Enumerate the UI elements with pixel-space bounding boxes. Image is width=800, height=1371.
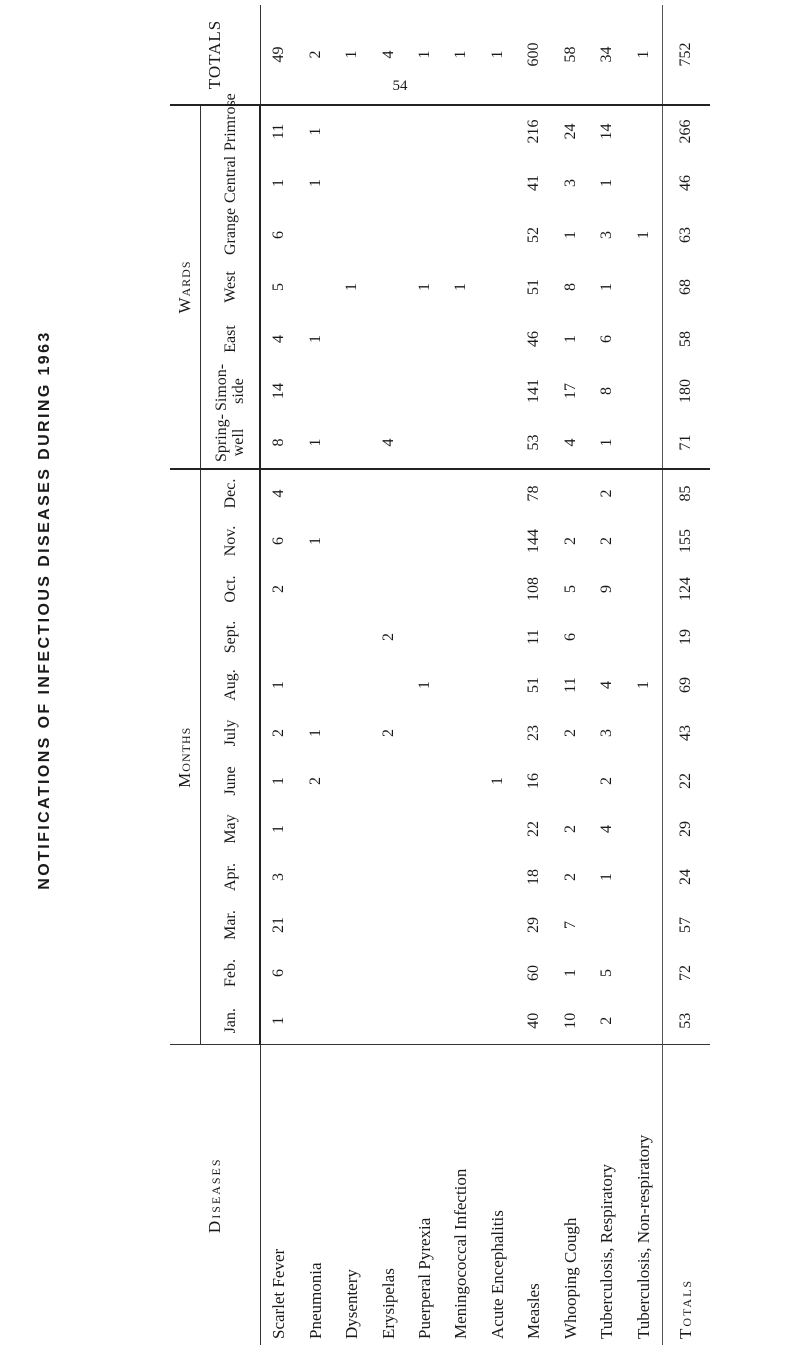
month-count: 10 <box>561 1012 579 1029</box>
month-count: 2 <box>598 1016 616 1025</box>
month-count <box>334 709 370 757</box>
ward-count: 1 <box>298 417 334 469</box>
month-count <box>298 565 334 613</box>
month-count <box>480 709 516 757</box>
month-count <box>443 469 479 517</box>
month-count: 4 <box>270 489 288 498</box>
month-count <box>334 805 370 853</box>
ward-count: 1 <box>598 179 616 187</box>
month-count <box>370 949 406 997</box>
ward-count: 4 <box>370 417 406 469</box>
month-count <box>334 997 370 1045</box>
ward-count: 11 <box>270 123 288 140</box>
ward-count <box>480 105 516 157</box>
disease-name: Puerperal Pyrexia <box>407 1045 443 1345</box>
month-count <box>480 901 516 949</box>
ward-count: 1 <box>452 283 470 291</box>
month-count <box>334 565 370 613</box>
month-count <box>625 997 662 1045</box>
table-row <box>370 5 406 1345</box>
month-count: 1 <box>306 729 324 737</box>
month-count: 1 <box>634 681 652 689</box>
month-count: 108 <box>525 577 543 601</box>
ward-count <box>298 261 334 313</box>
ward-count: 6 <box>598 335 616 343</box>
ward-count: 41 <box>525 175 543 191</box>
month-count: 2 <box>561 825 579 833</box>
row-total: 58 <box>553 5 589 105</box>
month-header: Sept. <box>201 613 261 661</box>
ward-count: 52 <box>525 227 543 243</box>
month-count <box>443 853 479 901</box>
month-count <box>443 997 479 1045</box>
month-total: 72 <box>662 949 710 997</box>
month-count <box>298 613 334 661</box>
ward-count <box>443 105 479 157</box>
month-count <box>298 661 334 709</box>
month-count: 2 <box>561 729 579 737</box>
totals-label: Totals <box>662 1045 710 1345</box>
ward-header: East <box>201 313 261 365</box>
month-count: 1 <box>270 681 288 689</box>
month-count <box>407 565 443 613</box>
month-total: 43 <box>662 709 710 757</box>
table-row <box>625 5 662 1345</box>
month-count <box>334 757 370 805</box>
ward-count: 1 <box>416 283 434 291</box>
month-count: 23 <box>525 725 543 741</box>
month-count <box>370 805 406 853</box>
ward-count <box>334 313 370 365</box>
month-count <box>625 853 662 901</box>
month-count: 4 <box>598 825 616 833</box>
diseases-header: Diseases <box>170 1045 260 1345</box>
ward-count: 17 <box>561 383 579 399</box>
month-count: 6 <box>270 969 288 977</box>
month-count <box>480 613 516 661</box>
month-count: 51 <box>525 677 543 693</box>
month-count: 2 <box>598 537 616 545</box>
month-count <box>407 901 443 949</box>
ward-header: Spring-well <box>201 417 261 469</box>
month-count: 1 <box>270 1016 288 1025</box>
ward-count <box>370 365 406 417</box>
ward-count: 1 <box>343 283 361 291</box>
month-count <box>407 469 443 517</box>
month-count: 11 <box>561 677 579 693</box>
ward-count <box>298 365 334 417</box>
table-row <box>553 5 589 1345</box>
ward-count <box>407 157 443 209</box>
month-count <box>298 469 334 517</box>
month-header: May <box>201 805 261 853</box>
month-count <box>625 805 662 853</box>
table-row <box>480 5 516 1345</box>
month-count: 1 <box>270 825 288 833</box>
ward-count: 1 <box>561 231 579 239</box>
month-count: 6 <box>270 537 288 545</box>
ward-count <box>334 365 370 417</box>
page-number: 54 <box>392 78 408 94</box>
month-count: 29 <box>525 917 543 933</box>
month-count: 5 <box>561 585 579 593</box>
ward-count <box>625 261 662 313</box>
ward-count <box>625 365 662 417</box>
month-count <box>480 853 516 901</box>
ward-count <box>407 209 443 261</box>
ward-count <box>407 313 443 365</box>
ward-header: West <box>201 261 261 313</box>
month-count <box>443 613 479 661</box>
ward-total: 71 <box>662 417 710 469</box>
ward-count <box>370 209 406 261</box>
month-count: 144 <box>525 529 543 553</box>
month-count <box>370 997 406 1045</box>
ward-count <box>334 417 370 469</box>
disease-name: Dysentery <box>334 1045 370 1345</box>
month-count <box>443 661 479 709</box>
month-count <box>443 517 479 565</box>
table-row <box>516 5 552 1345</box>
ward-header: Simon-side <box>201 365 261 417</box>
month-count: 22 <box>525 821 543 837</box>
month-count <box>334 517 370 565</box>
month-count <box>625 949 662 997</box>
month-count <box>334 949 370 997</box>
month-header: Dec. <box>201 469 261 517</box>
month-count <box>370 565 406 613</box>
month-count <box>480 805 516 853</box>
ward-count <box>443 417 479 469</box>
ward-count <box>443 209 479 261</box>
table-row <box>589 5 625 1345</box>
ward-header: Primrose <box>201 105 261 157</box>
month-count: 16 <box>525 773 543 789</box>
disease-name: Pneumonia <box>298 1045 334 1345</box>
ward-count: 141 <box>525 379 543 403</box>
row-total: 1 <box>334 5 370 105</box>
ward-count: 6 <box>270 231 288 239</box>
month-count: 1 <box>306 537 324 545</box>
month-count <box>298 949 334 997</box>
month-count: 2 <box>270 585 288 593</box>
ward-count: 4 <box>270 335 288 343</box>
month-header: Apr. <box>201 853 261 901</box>
month-count <box>260 613 298 661</box>
month-count <box>407 613 443 661</box>
totals-row <box>662 5 710 1345</box>
month-count: 6 <box>561 633 579 641</box>
ward-count: 14 <box>598 123 616 140</box>
month-total: 155 <box>662 517 710 565</box>
row-total: 4 <box>370 5 406 105</box>
ward-count: 3 <box>561 179 579 187</box>
ward-count: 1 <box>306 335 324 343</box>
ward-count <box>407 365 443 417</box>
table-row <box>407 5 443 1345</box>
month-count <box>334 661 370 709</box>
grand-total: 752 <box>662 5 710 105</box>
row-total: 1 <box>480 5 516 105</box>
row-total: 600 <box>516 5 552 105</box>
month-count <box>407 949 443 997</box>
month-count: 2 <box>306 777 324 785</box>
month-count <box>407 709 443 757</box>
month-count <box>480 517 516 565</box>
disease-name: Meningococcal Infection <box>443 1045 479 1345</box>
table-row <box>260 5 298 1345</box>
month-count <box>480 565 516 613</box>
month-header: June <box>201 757 261 805</box>
month-count <box>334 469 370 517</box>
ward-count: 24 <box>561 123 579 140</box>
month-total: 19 <box>662 613 710 661</box>
ward-count: 8 <box>598 387 616 395</box>
month-total: 24 <box>662 853 710 901</box>
ward-count <box>407 417 443 469</box>
month-count <box>334 901 370 949</box>
month-count: 1 <box>416 681 434 689</box>
month-header: July <box>201 709 261 757</box>
ward-count: 216 <box>525 119 543 144</box>
month-count <box>625 709 662 757</box>
ward-count <box>625 313 662 365</box>
month-count <box>625 469 662 517</box>
ward-count <box>407 105 443 157</box>
month-count <box>298 901 334 949</box>
ward-count <box>480 209 516 261</box>
month-count <box>553 757 589 805</box>
month-count: 18 <box>525 869 543 885</box>
row-total: 34 <box>589 5 625 105</box>
ward-total: 266 <box>662 105 710 157</box>
month-count: 2 <box>561 537 579 545</box>
month-header: Oct. <box>201 565 261 613</box>
row-total: 1 <box>625 5 662 105</box>
ward-count: 1 <box>306 179 324 187</box>
ward-count: 1 <box>589 417 625 469</box>
month-count <box>370 901 406 949</box>
month-count: 2 <box>379 729 397 737</box>
months-group-header: Months <box>170 469 201 1045</box>
month-count <box>625 613 662 661</box>
ward-count <box>480 417 516 469</box>
month-count <box>407 853 443 901</box>
month-total: 29 <box>662 805 710 853</box>
ward-count <box>298 209 334 261</box>
month-count: 1 <box>598 873 616 881</box>
month-count <box>589 901 625 949</box>
ward-count <box>443 365 479 417</box>
ward-count: 46 <box>525 331 543 347</box>
ward-count <box>370 313 406 365</box>
month-count <box>407 997 443 1045</box>
ward-count: 1 <box>634 231 652 239</box>
month-count <box>370 757 406 805</box>
page-title: NOTIFICATIONS OF INFECTIOUS DISEASES DURING 1963 <box>36 330 53 890</box>
month-count <box>370 853 406 901</box>
ward-count <box>370 261 406 313</box>
month-header: Mar. <box>201 901 261 949</box>
ward-count <box>334 209 370 261</box>
month-count: 1 <box>561 969 579 977</box>
ward-total: 180 <box>662 365 710 417</box>
month-count: 2 <box>379 633 397 641</box>
table-row <box>443 5 479 1345</box>
ward-count <box>480 313 516 365</box>
month-count <box>298 853 334 901</box>
month-count <box>334 853 370 901</box>
disease-name: Erysipelas <box>370 1045 406 1345</box>
month-count <box>625 901 662 949</box>
ward-total: 68 <box>662 261 710 313</box>
month-count: 5 <box>598 969 616 977</box>
month-count <box>298 997 334 1045</box>
month-count <box>370 517 406 565</box>
month-count <box>480 949 516 997</box>
ward-count <box>480 365 516 417</box>
month-count: 40 <box>525 1012 543 1029</box>
month-count <box>407 805 443 853</box>
ward-count <box>443 157 479 209</box>
wards-group-header: Wards <box>170 105 201 469</box>
month-total: 57 <box>662 901 710 949</box>
month-count <box>480 661 516 709</box>
month-total: 22 <box>662 757 710 805</box>
disease-name: Tuberculosis, Respiratory <box>589 1045 625 1345</box>
month-count: 4 <box>598 681 616 689</box>
table-body <box>260 5 710 1345</box>
ward-count <box>334 105 370 157</box>
month-header: Nov. <box>201 517 261 565</box>
ward-total: 63 <box>662 209 710 261</box>
month-total: 85 <box>662 469 710 517</box>
ward-count <box>625 105 662 157</box>
ward-count <box>370 105 406 157</box>
disease-name: Acute Encephalitis <box>480 1045 516 1345</box>
month-count: 78 <box>525 485 543 502</box>
ward-count <box>443 313 479 365</box>
row-total: 2 <box>298 5 334 105</box>
ward-total: 58 <box>662 313 710 365</box>
totals-header: TOTALS <box>170 5 260 105</box>
ward-header: Central <box>201 157 261 209</box>
month-count: 7 <box>561 921 579 929</box>
rotated-table-wrapper <box>170 5 710 1345</box>
ward-count: 1 <box>270 179 288 187</box>
ward-count: 1 <box>306 127 324 136</box>
row-total: 1 <box>407 5 443 105</box>
row-total: 49 <box>260 5 298 105</box>
ward-count <box>625 157 662 209</box>
month-count <box>443 805 479 853</box>
month-count <box>553 469 589 517</box>
month-count <box>334 613 370 661</box>
ward-count: 1 <box>598 283 616 291</box>
month-count <box>443 565 479 613</box>
month-header: Aug. <box>201 661 261 709</box>
month-count <box>370 661 406 709</box>
month-total: 124 <box>662 565 710 613</box>
month-count: 11 <box>525 629 543 645</box>
ward-count <box>480 261 516 313</box>
month-count <box>480 469 516 517</box>
month-count <box>625 757 662 805</box>
month-count <box>443 949 479 997</box>
month-count <box>480 997 516 1045</box>
ward-total: 46 <box>662 157 710 209</box>
ward-count: 4 <box>553 417 589 469</box>
month-count: 1 <box>270 777 288 785</box>
month-total: 69 <box>662 661 710 709</box>
month-count <box>443 757 479 805</box>
ward-count <box>370 157 406 209</box>
month-count <box>407 517 443 565</box>
month-count: 3 <box>598 729 616 737</box>
disease-name: Scarlet Fever <box>260 1045 298 1345</box>
notifications-table <box>170 5 710 1345</box>
month-count <box>589 613 625 661</box>
ward-count: 53 <box>516 417 552 469</box>
ward-count: 5 <box>270 283 288 291</box>
month-count <box>443 901 479 949</box>
month-total: 53 <box>662 997 710 1045</box>
ward-count: 3 <box>598 231 616 239</box>
month-count <box>298 805 334 853</box>
month-count <box>370 469 406 517</box>
month-count: 60 <box>525 965 543 981</box>
month-header: Feb. <box>201 949 261 997</box>
month-count: 9 <box>598 585 616 593</box>
disease-name: Measles <box>516 1045 552 1345</box>
ward-header: Grange <box>201 209 261 261</box>
month-count: 1 <box>488 777 506 785</box>
ward-count <box>480 157 516 209</box>
month-header: Jan. <box>201 997 261 1045</box>
disease-name: Whooping Cough <box>553 1045 589 1345</box>
ward-count: 8 <box>561 283 579 291</box>
ward-count: 51 <box>525 279 543 295</box>
ward-count: 1 <box>561 335 579 343</box>
month-count <box>407 757 443 805</box>
month-count: 2 <box>598 777 616 785</box>
row-total: 1 <box>443 5 479 105</box>
ward-count <box>625 417 662 469</box>
month-count <box>625 517 662 565</box>
disease-name: Tuberculosis, Non-respiratory <box>625 1045 662 1345</box>
ward-count <box>334 157 370 209</box>
ward-count: 8 <box>260 417 298 469</box>
month-count: 2 <box>270 729 288 737</box>
month-count: 2 <box>561 873 579 881</box>
month-count: 2 <box>598 489 616 498</box>
ward-count: 14 <box>270 383 288 399</box>
month-count <box>443 709 479 757</box>
month-count <box>625 565 662 613</box>
table-row <box>334 5 370 1345</box>
table-row <box>298 5 334 1345</box>
month-count: 21 <box>270 917 288 933</box>
month-count: 3 <box>270 873 288 881</box>
